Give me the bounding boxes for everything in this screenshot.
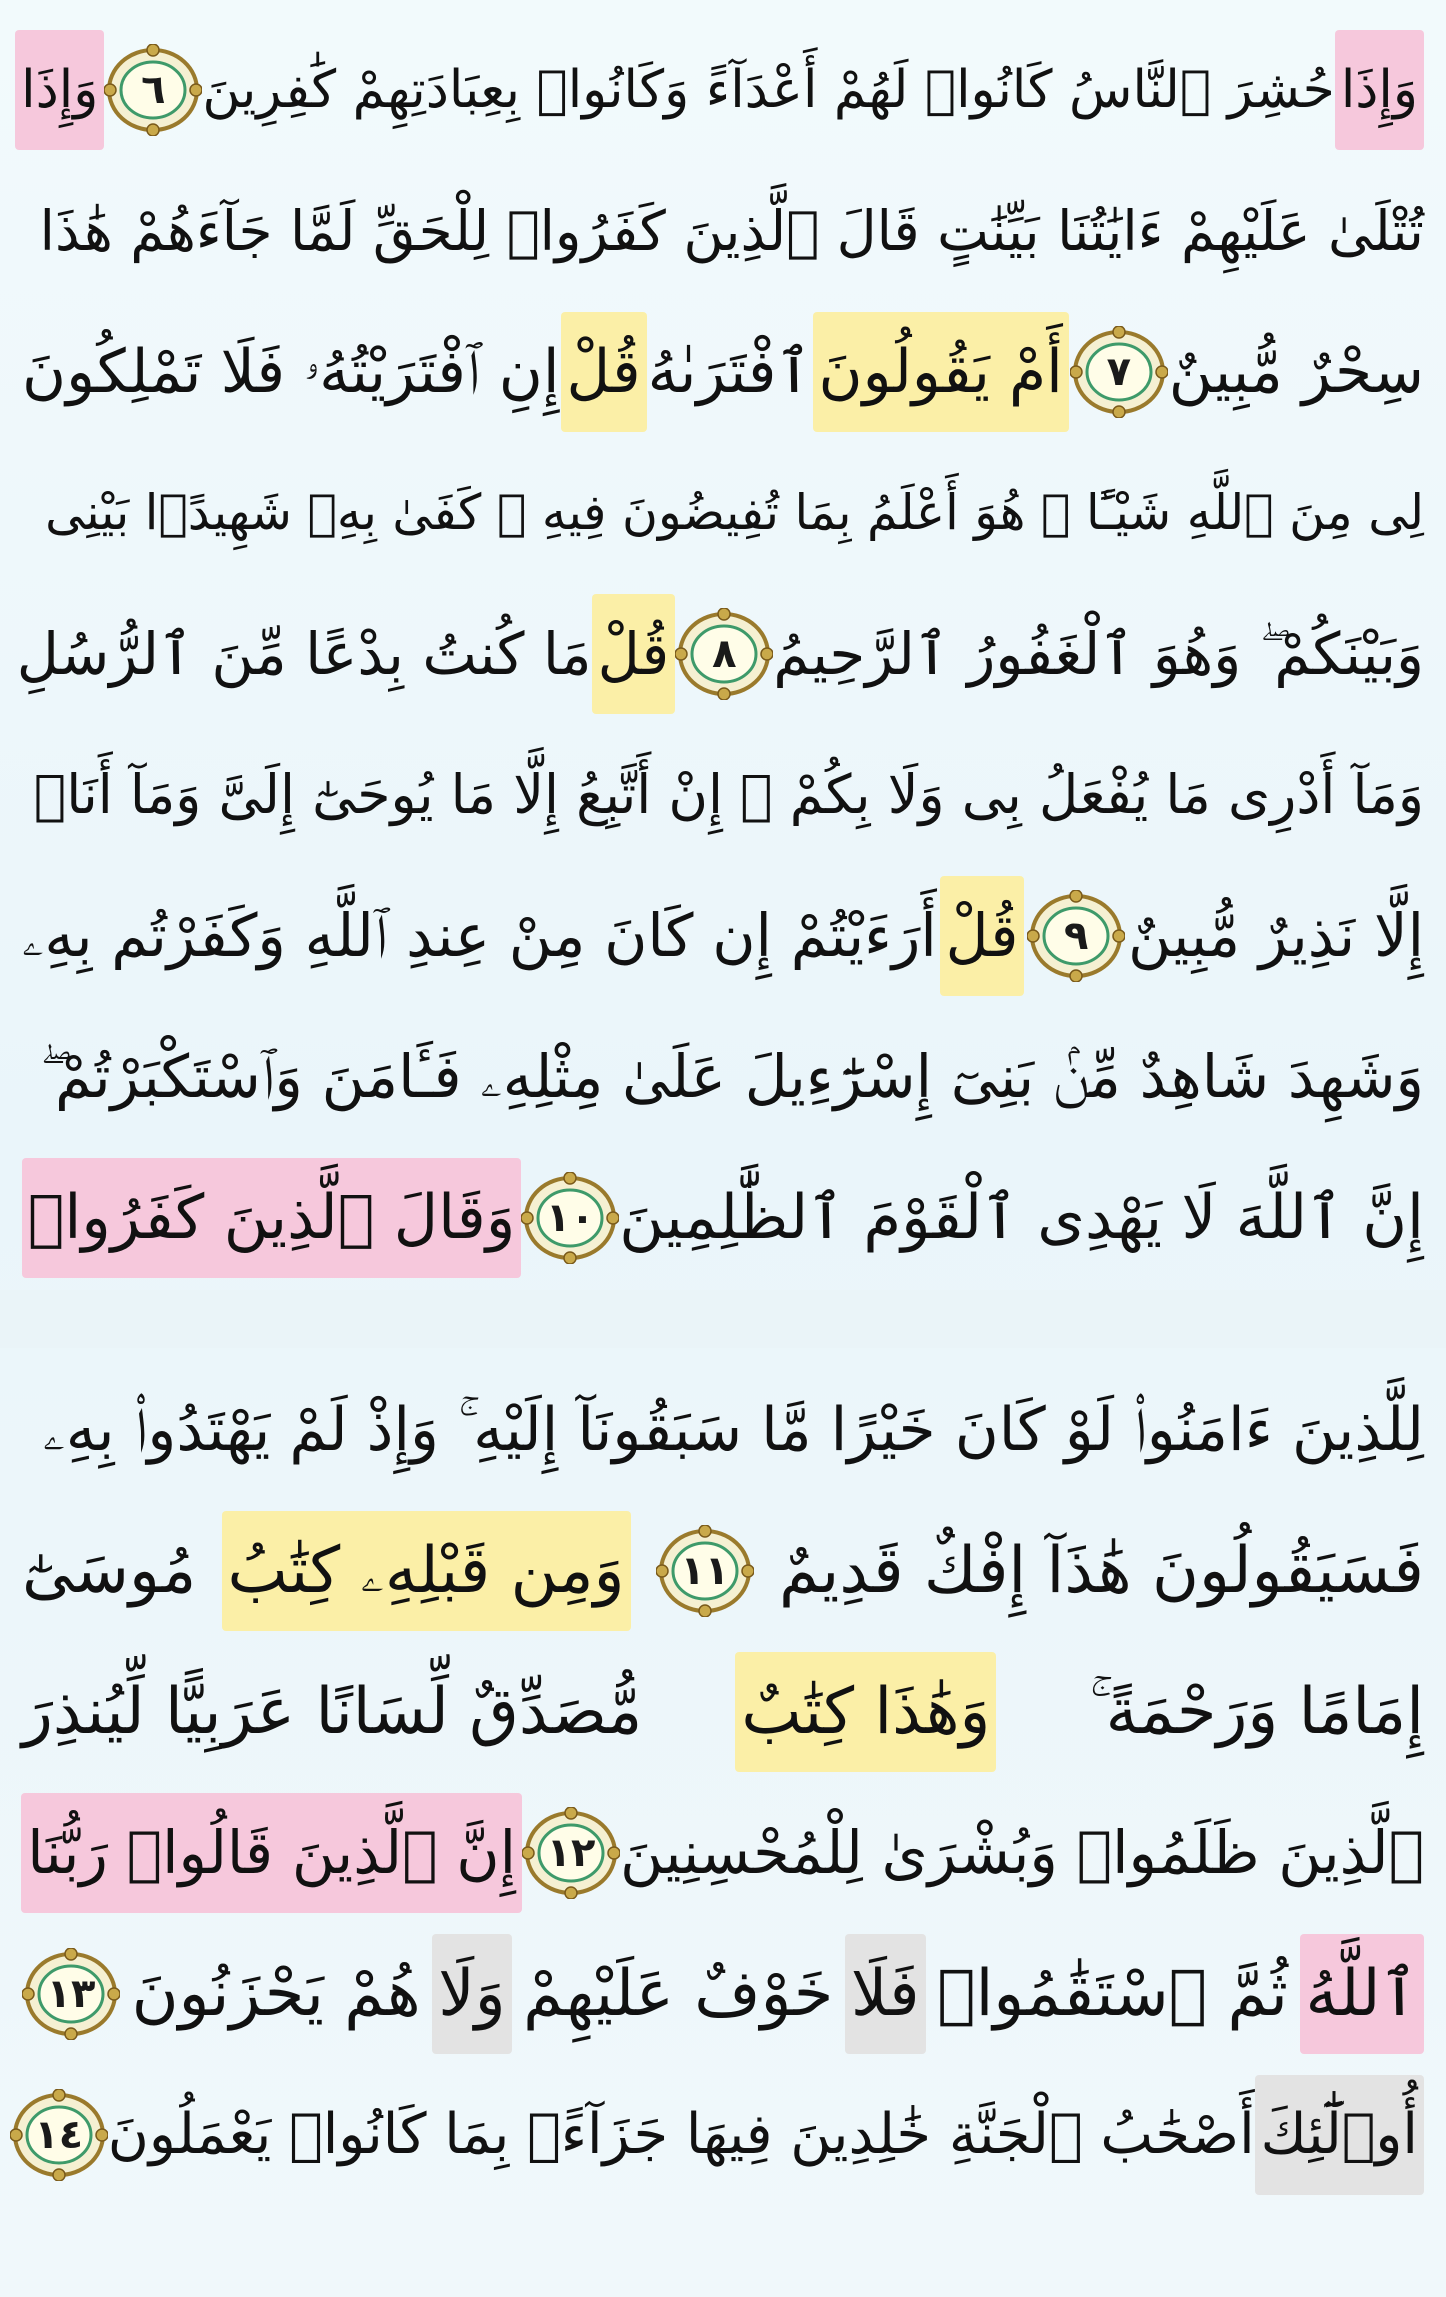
ayah-number: ١٠: [545, 1195, 595, 1241]
text-line: [12, 1783, 1434, 1923]
verse-text[interactable]: لِلَّذِينَ ءَامَنُوا۟ لَوْ كَانَ خَيْرًا مَّا سَبَقُونَآ إِلَيْهِ ۚ وَإِذْ لَمْ يَهْتَدُوا۟ بِهِۦ: [42, 1395, 1424, 1465]
verse-text[interactable]: ٱفْتَرَىٰهُ: [647, 337, 812, 407]
highlighted-word[interactable]: ٱللَّهُ: [1300, 1934, 1425, 2054]
text-line: [12, 2065, 1434, 2205]
ayah-number-marker[interactable]: [10, 2089, 108, 2181]
verse-text[interactable]: إِلَّا نَذِيرٌ مُّبِينٌ: [1127, 901, 1424, 970]
text-line: [12, 725, 1434, 865]
verse-text[interactable]: إِنِ ٱفْتَرَيْتُهُۥ فَلَا تَمْلِكُونَ: [22, 337, 560, 407]
highlighted-word[interactable]: إِنَّ ٱلَّذِينَ قَالُوا۟ رَبُّنَا: [21, 1793, 522, 1913]
ayah-number-marker[interactable]: [656, 1525, 754, 1617]
highlighted-word[interactable]: وَلَا: [432, 1934, 511, 2054]
verse-text[interactable]: مَا كُنتُ بِدْعًا مِّنَ ٱلرُّسُلِ: [16, 620, 592, 688]
text-line: [12, 443, 1434, 583]
ayah-number-marker[interactable]: [1027, 890, 1125, 982]
section-divider: [0, 1290, 1446, 1348]
ayah-number-marker[interactable]: [521, 1172, 619, 1264]
verse-text[interactable]: ٱلَّذِينَ ظَلَمُوا۟ وَبُشْرَىٰ لِلْمُحْسِنِينَ: [620, 1818, 1424, 1887]
text-line: [12, 1360, 1434, 1500]
ayah-number-marker[interactable]: [675, 608, 773, 700]
verse-text[interactable]: وَبَيْنَكُمْ ۖ وَهُوَ ٱلْغَفُورُ ٱلرَّحِيمُ: [773, 620, 1424, 688]
highlighted-word[interactable]: فَلَا: [845, 1934, 926, 2054]
ayah-number-marker[interactable]: [522, 1807, 620, 1899]
ayah-number: ٨: [712, 631, 737, 677]
ayah-number: ٧: [1106, 349, 1132, 395]
highlighted-word[interactable]: وَقَالَ ٱلَّذِينَ كَفَرُوا۟: [22, 1158, 522, 1278]
verse-text[interactable]: إِمَامًا وَرَحْمَةً ۚ: [1089, 1675, 1424, 1749]
verse-text[interactable]: وَشَهِدَ شَاهِدٌ مِّنۢ بَنِىٓ إِسْرَٰٓءِيلَ عَلَىٰ مِثْلِهِۦ فَـَٔامَنَ وَٱسْتَكْبَرْتُمْ ۖ: [40, 1042, 1424, 1111]
text-line: [12, 1924, 1434, 2064]
verse-text[interactable]: خَوْفٌ عَلَيْهِمْ: [523, 1957, 834, 2031]
text-line: [12, 1642, 1434, 1782]
verse-text[interactable]: ثُمَّ ٱسْتَقَٰمُوا۟: [937, 1957, 1288, 2031]
text-line: [12, 302, 1434, 442]
text-line: [12, 161, 1434, 301]
highlighted-word[interactable]: وَهَٰذَا كِتَٰبٌ: [735, 1652, 996, 1772]
ayah-number: ١٤: [34, 2112, 84, 2158]
verse-text[interactable]: أَرَءَيْتُمْ إِن كَانَ مِنْ عِندِ ٱللَّهِ وَكَفَرْتُم بِهِۦ: [22, 901, 937, 970]
highlighted-word[interactable]: أَمْ يَقُولُونَ: [813, 312, 1069, 432]
highlighted-word[interactable]: قُلْ: [561, 312, 647, 432]
ayah-number: ١١: [680, 1548, 730, 1594]
ayah-number: ٦: [141, 67, 166, 113]
verse-text[interactable]: فَسَيَقُولُونَ هَٰذَآ إِفْكٌ قَدِيمٌ: [778, 1534, 1424, 1608]
text-line: [12, 1148, 1434, 1288]
text-line: [12, 584, 1434, 724]
verse-text[interactable]: إِنَّ ٱللَّهَ لَا يَهْدِى ٱلْقَوْمَ ٱلظَّٰلِمِينَ: [619, 1182, 1424, 1253]
verse-text[interactable]: أَصْحَٰبُ ٱلْجَنَّةِ خَٰلِدِينَ فِيهَا جَزَآءًۢ بِمَا كَانُوا۟ يَعْمَلُونَ: [107, 2102, 1255, 2167]
ayah-number: ١٣: [46, 1971, 96, 2017]
highlighted-word[interactable]: أُو۟لَٰٓئِكَ: [1255, 2075, 1424, 2195]
verse-text[interactable]: وَمَآ أَدْرِى مَا يُفْعَلُ بِى وَلَا بِكُمْ ۖ إِنْ أَتَّبِعُ إِلَّا مَا يُوحَىٰٓ إِلَىَّ وَمَآ أَنَا۠: [33, 763, 1424, 826]
ayah-number: ٩: [1064, 913, 1089, 959]
highlighted-word[interactable]: قُلْ: [940, 876, 1025, 996]
verse-text[interactable]: هُمْ يَحْزَنُونَ: [131, 1957, 421, 2031]
verse-text[interactable]: مُوسَىٰٓ: [22, 1534, 197, 1608]
verse-text[interactable]: لِى مِنَ ٱللَّهِ شَيْـًٔا ۖ هُوَ أَعْلَمُ بِمَا تُفِيضُونَ فِيهِ ۖ كَفَىٰ بِهِۦ شَهِيدًۢا بَيْنِى: [45, 484, 1424, 541]
text-line: [12, 1501, 1434, 1641]
verse-text[interactable]: سِحْرٌ مُّبِينٌ: [1168, 337, 1424, 407]
text-line: [12, 1007, 1434, 1147]
text-line: [12, 20, 1434, 160]
ayah-number-marker[interactable]: [1070, 326, 1168, 418]
ayah-number: ١٢: [546, 1830, 596, 1876]
ayah-number-marker[interactable]: [22, 1948, 120, 2040]
text-line: [12, 866, 1434, 1006]
verse-text[interactable]: مُّصَدِّقٌ لِّسَانًا عَرَبِيًّا لِّيُنذِرَ: [22, 1675, 643, 1749]
highlighted-word[interactable]: وَإِذَا: [15, 30, 104, 150]
highlighted-word[interactable]: قُلْ: [592, 594, 676, 714]
verse-text[interactable]: حُشِرَ ٱلنَّاسُ كَانُوا۟ لَهُمْ أَعْدَآءً وَكَانُوا۟ بِعِبَادَتِهِمْ كَٰفِرِينَ: [202, 60, 1335, 120]
highlighted-word[interactable]: وَمِن قَبْلِهِۦ كِتَٰبُ: [222, 1511, 631, 1631]
verse-text[interactable]: تُتْلَىٰ عَلَيْهِمْ ءَايَٰتُنَا بَيِّنَٰتٍ قَالَ ٱلَّذِينَ كَفَرُوا۟ لِلْحَقِّ لَمَّا جَآءَهُمْ هَٰذَا: [39, 199, 1424, 263]
ayah-number-marker[interactable]: [104, 44, 202, 136]
highlighted-word[interactable]: وَإِذَا: [1335, 30, 1424, 150]
